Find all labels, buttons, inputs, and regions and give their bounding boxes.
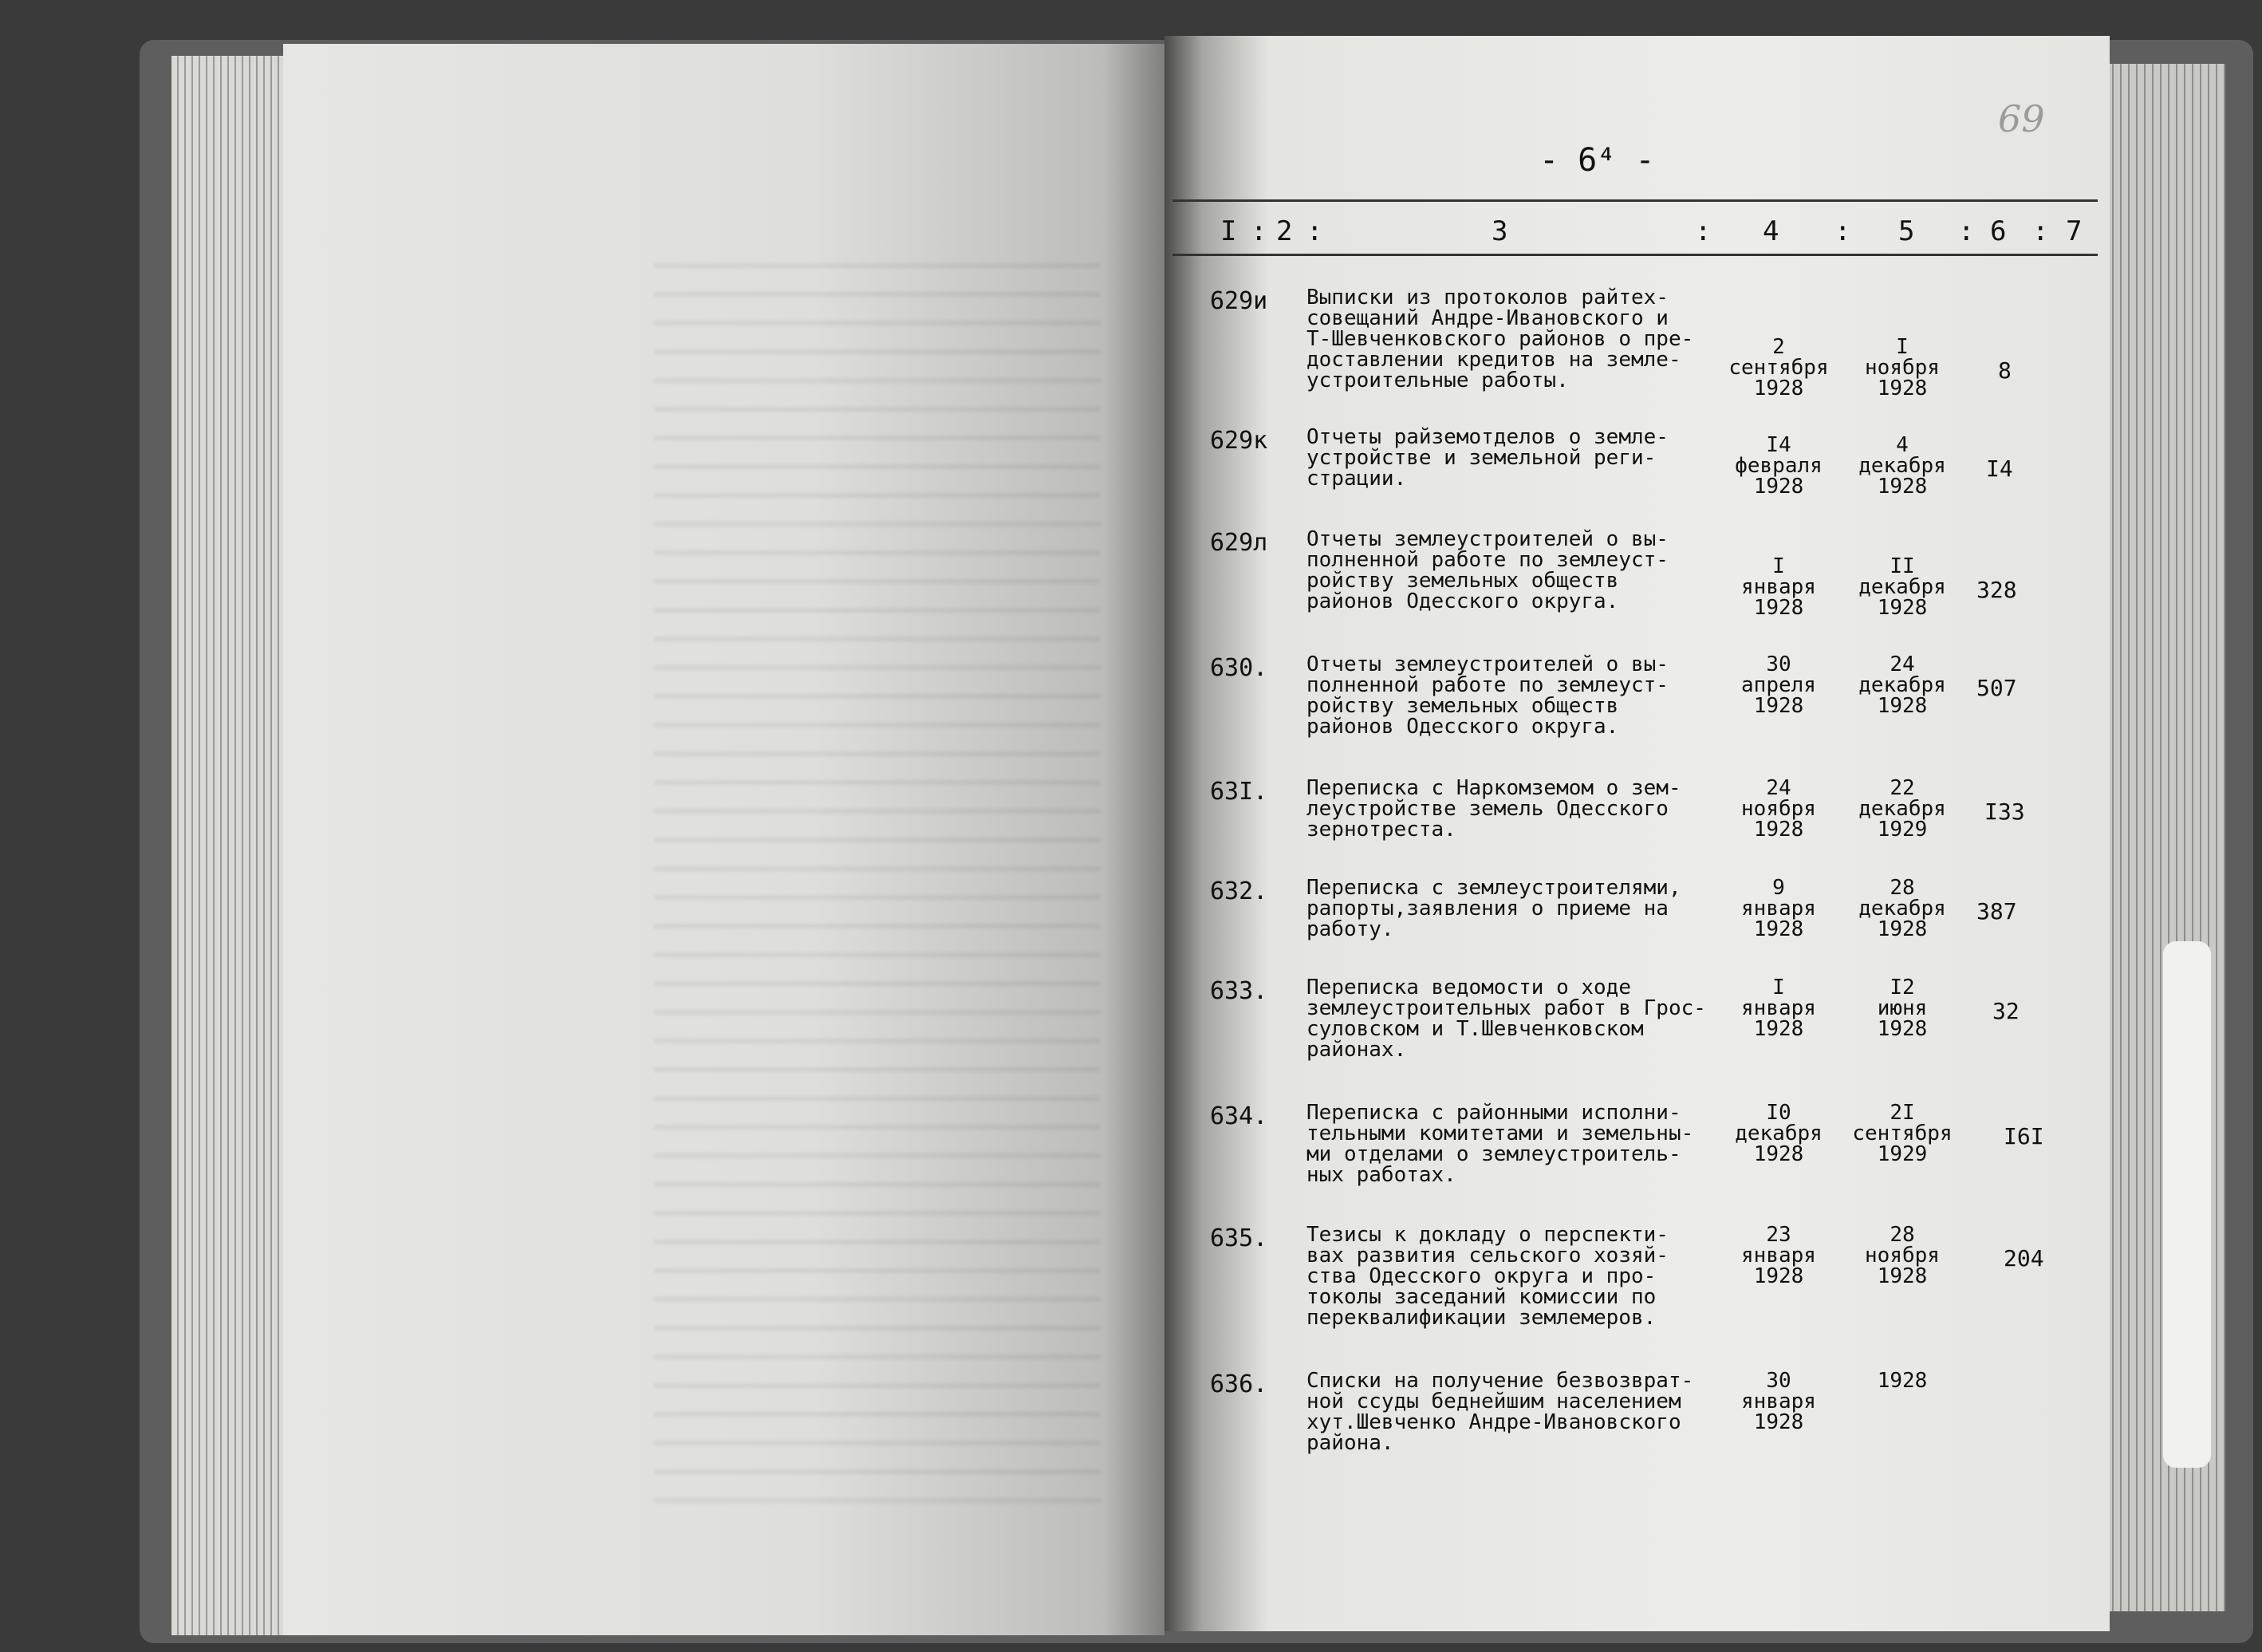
entry-description: Отчеты землеустроителей о вы- полненной работе по землеуст- ройству земельных обществ районов Одесского округа. bbox=[1306, 527, 1669, 613]
column-separator: : bbox=[2032, 215, 2049, 247]
entry-description: Отчеты райземотделов о земле- устройстве и земельной реги- страции. bbox=[1306, 425, 1669, 491]
left-page-stack bbox=[171, 56, 299, 1635]
entry-number: 634. bbox=[1210, 1102, 1268, 1130]
end-date: II декабря 1928 bbox=[1858, 554, 1946, 620]
entry-description: Переписка ведомости о ходе землеустроительных работ в Грос- суловском и Т.Шевченковском районах. bbox=[1306, 976, 1706, 1062]
column-header: 6 bbox=[1990, 215, 2007, 247]
entry-description: Переписка с землеустроителями, рапорты,заявления о приеме на работу. bbox=[1306, 876, 1681, 941]
entry-number: 636. bbox=[1210, 1370, 1268, 1398]
end-date: 28 ноября 1928 bbox=[1865, 1223, 1940, 1288]
end-date: 4 декабря 1928 bbox=[1858, 433, 1946, 499]
table-header-rule bbox=[1172, 254, 2098, 256]
entry-number: 63I. bbox=[1210, 778, 1268, 806]
entry-description: Тезисы к докладу о перспекти- вах развития сельского хозяй- ства Одесского округа и про- токолы заседаний комиссии по переквалификации землемеров. bbox=[1306, 1223, 1669, 1330]
entry-description: Отчеты землеустроителей о вы- полненной работе по землеуст- ройству земельных обществ районов Одесского округа. bbox=[1306, 653, 1669, 739]
column-header: 5 bbox=[1898, 215, 1915, 247]
page-number: - 6⁴ - bbox=[1539, 142, 1655, 179]
sheet-count: I33 bbox=[1984, 798, 2025, 825]
start-date: 2 сентября 1928 bbox=[1728, 335, 1829, 400]
entry-description: Переписка с районными исполни- тельными комитетами и земельны- ми отделами о землеустроитель- ных работах. bbox=[1306, 1101, 1694, 1187]
sheet-count: I4 bbox=[1986, 455, 2013, 482]
end-date: I2 июня 1928 bbox=[1877, 976, 1928, 1041]
sheet-count: 32 bbox=[1992, 998, 2020, 1024]
end-date: I ноября 1928 bbox=[1865, 335, 1940, 400]
entry-description: Выписки из протоколов райтех- совещаний Андре-Ивановского и Т-Шевченковского районов о пре- доставлении кредитов на земле- устроительные работы. bbox=[1306, 286, 1694, 392]
start-date: 30 января 1928 bbox=[1741, 1369, 1816, 1434]
sheet-count: 328 bbox=[1976, 577, 2017, 603]
end-date: 2I сентября 1929 bbox=[1852, 1101, 1953, 1166]
entry-number: 629л bbox=[1210, 529, 1268, 557]
entry-description: Списки на получение безвозврат- ной ссуды беднейшим населением хут.Шевченко Андре-Ивановского района. bbox=[1306, 1369, 1694, 1455]
column-header: 4 bbox=[1763, 215, 1779, 247]
column-separator: : bbox=[1958, 215, 1975, 247]
start-date: I0 декабря 1928 bbox=[1735, 1101, 1823, 1166]
start-date: I января 1928 bbox=[1741, 976, 1816, 1041]
start-date: 24 ноября 1928 bbox=[1741, 776, 1816, 842]
column-header: 7 bbox=[2066, 215, 2083, 247]
column-separator: : bbox=[1695, 215, 1712, 247]
sheet-count: I6I bbox=[2004, 1123, 2044, 1149]
sheet-count: 387 bbox=[1976, 898, 2017, 925]
entry-number: 633. bbox=[1210, 977, 1268, 1005]
column-separator: : bbox=[1251, 215, 1267, 247]
entry-number: 629и bbox=[1210, 287, 1268, 315]
torn-page-edge bbox=[2163, 941, 2211, 1468]
end-date: 1928 bbox=[1877, 1369, 1928, 1393]
column-header: I bbox=[1220, 215, 1237, 247]
start-date: I января 1928 bbox=[1741, 554, 1816, 620]
start-date: 23 января 1928 bbox=[1741, 1223, 1816, 1288]
column-header: 2 bbox=[1276, 215, 1293, 247]
sheet-count: 8 bbox=[1998, 357, 2012, 384]
entry-number: 635. bbox=[1210, 1224, 1268, 1252]
column-header: 3 bbox=[1492, 215, 1508, 247]
column-separator: : bbox=[1306, 215, 1323, 247]
end-date: 28 декабря 1928 bbox=[1858, 876, 1946, 941]
sheet-count: 507 bbox=[1976, 675, 2017, 701]
entry-number: 630. bbox=[1210, 654, 1268, 682]
sheet-count: 204 bbox=[2004, 1245, 2044, 1272]
end-date: 24 декабря 1928 bbox=[1858, 653, 1946, 718]
start-date: 9 января 1928 bbox=[1741, 876, 1816, 941]
entry-number: 629к bbox=[1210, 427, 1268, 455]
left-page-bleed-through bbox=[654, 239, 1101, 1516]
pencil-sheet-number: 69 bbox=[1998, 97, 2045, 140]
table-top-rule bbox=[1172, 199, 2098, 202]
start-date: 30 апреля 1928 bbox=[1741, 653, 1816, 718]
entry-number: 632. bbox=[1210, 877, 1268, 905]
entry-description: Переписка с Наркомземом о зем- леустройстве земель Одесского зернотреста. bbox=[1306, 776, 1681, 842]
end-date: 22 декабря 1929 bbox=[1858, 776, 1946, 842]
start-date: I4 февраля 1928 bbox=[1735, 433, 1823, 499]
column-separator: : bbox=[1834, 215, 1851, 247]
